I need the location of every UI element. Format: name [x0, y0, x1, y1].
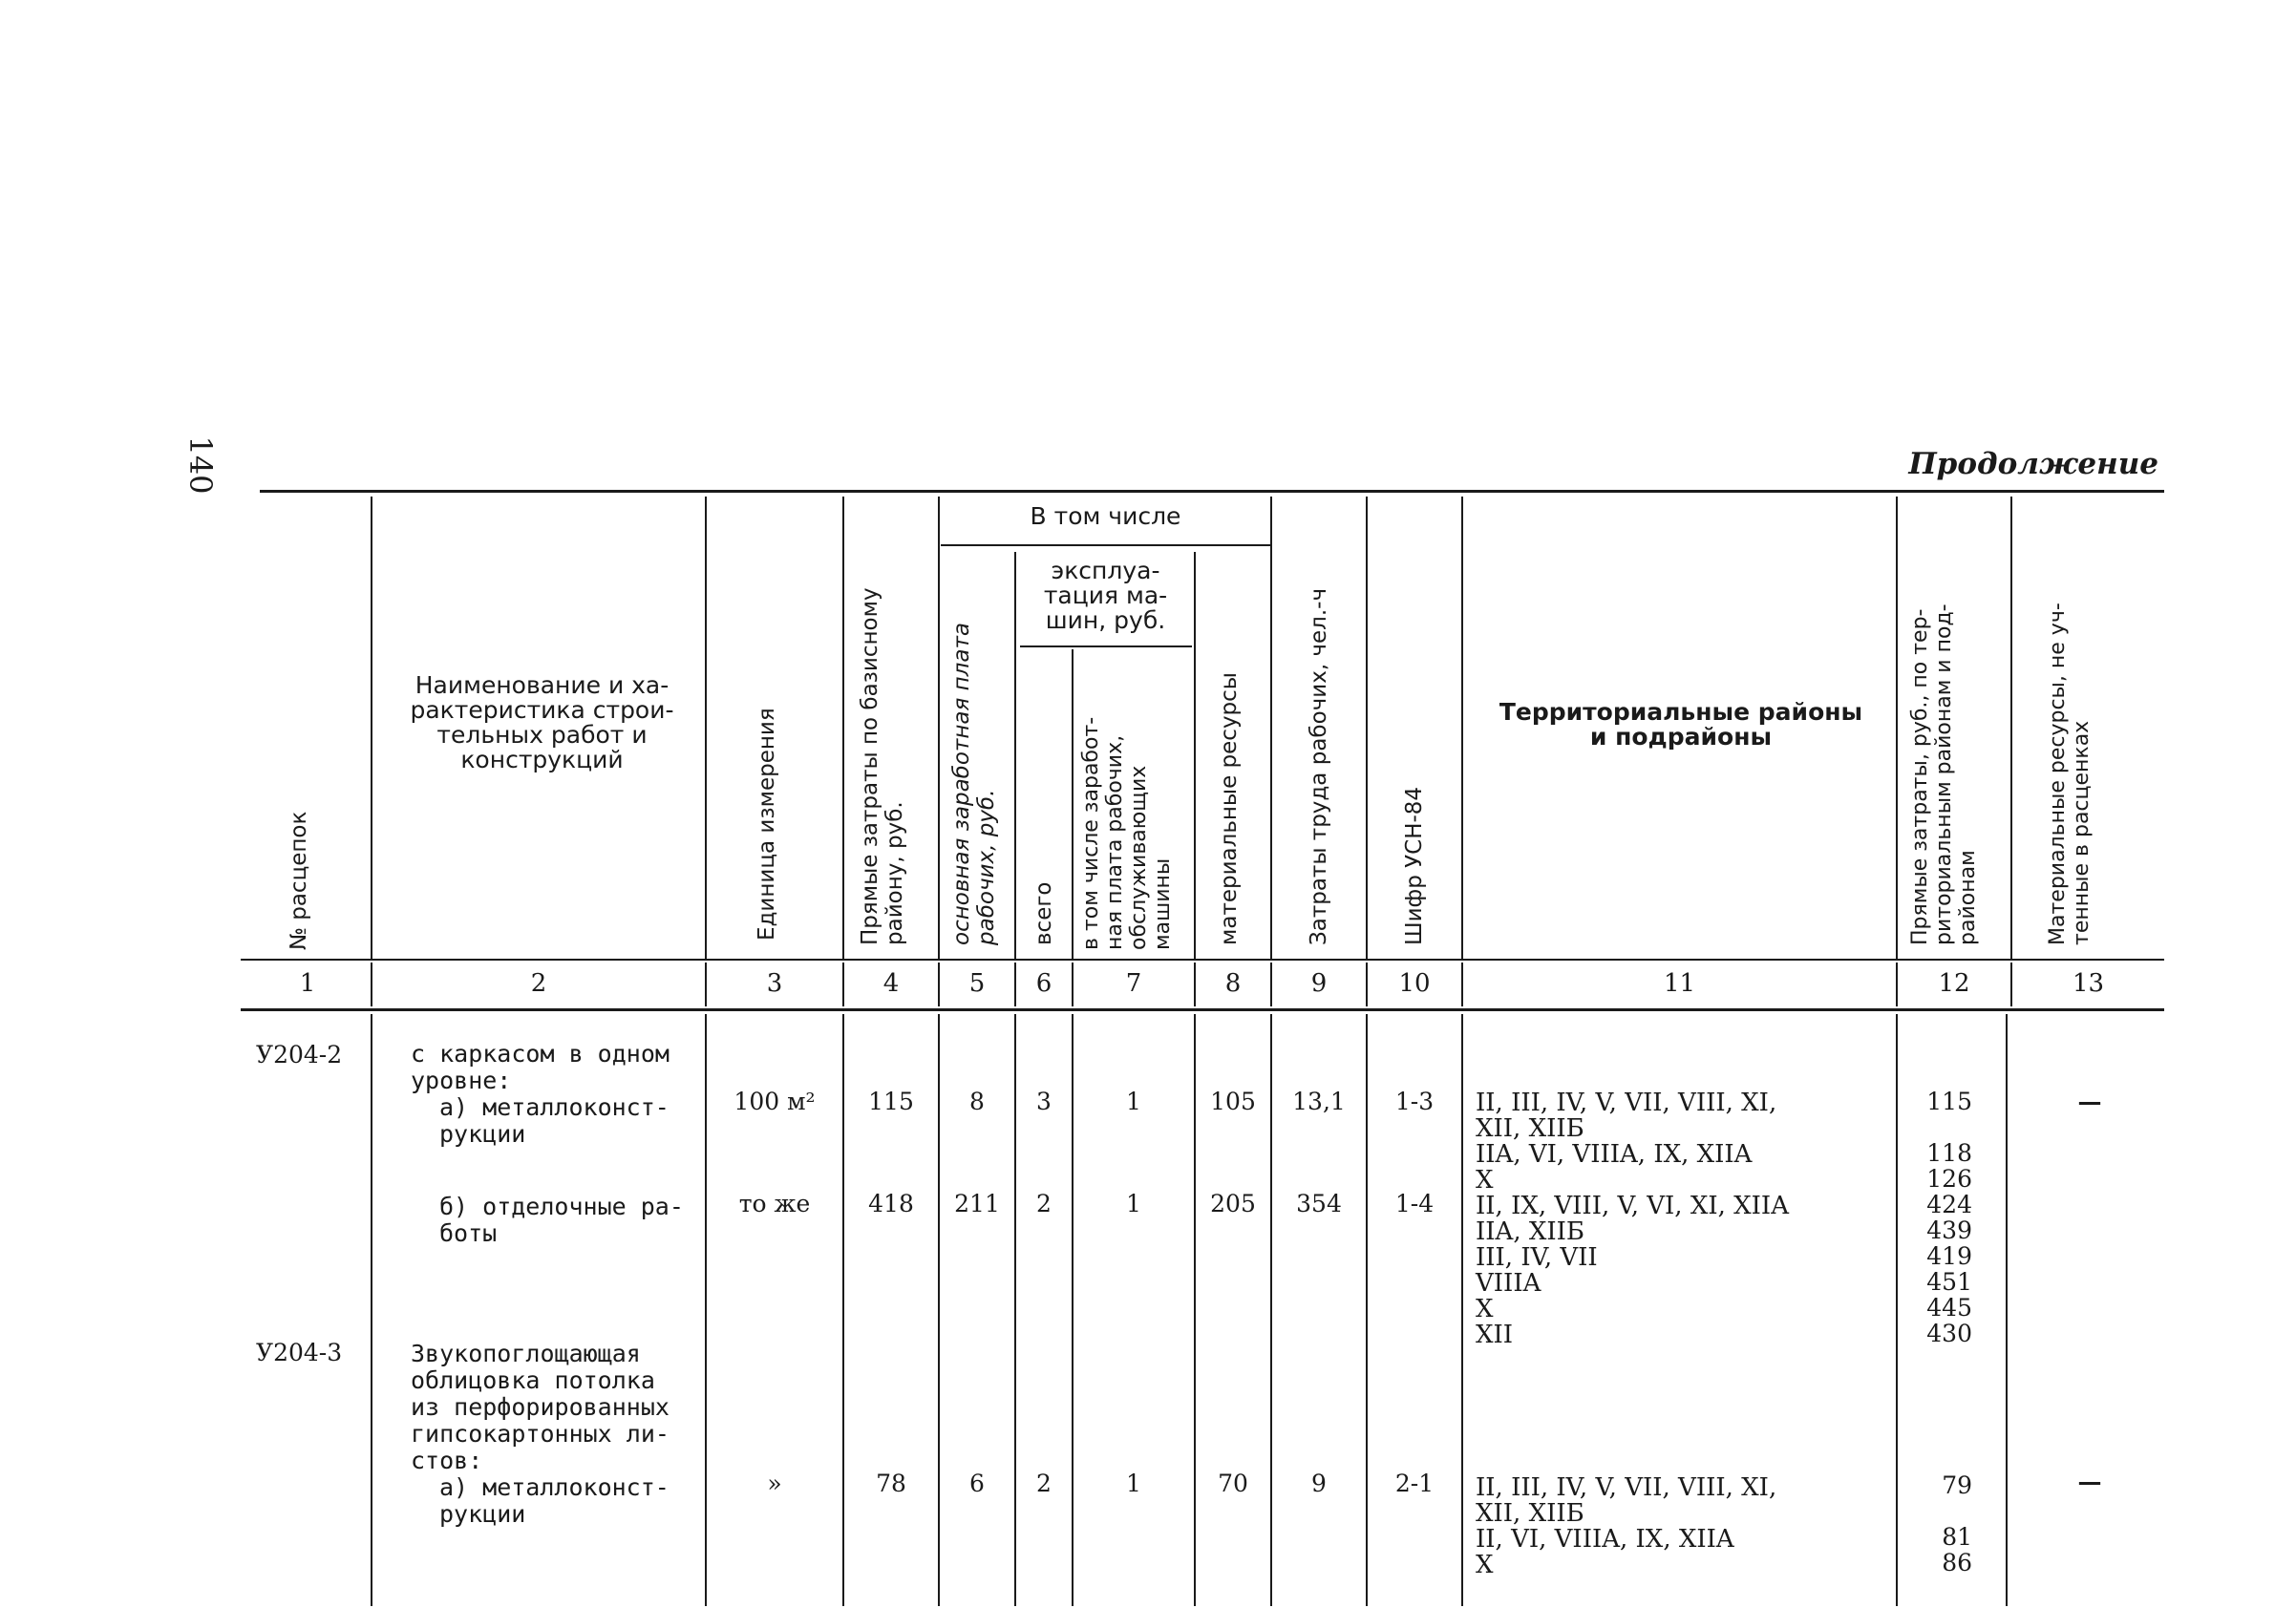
col-divider — [1194, 552, 1196, 959]
group-rule — [941, 544, 1270, 546]
column-number: 3 — [766, 969, 783, 998]
labor-value: 13,1 — [1292, 1088, 1346, 1115]
header-materials-not-included: Материальные ресурсы, не уч- тенные в расценках — [2046, 603, 2094, 945]
header-usn-code: Шифр УСН-84 — [1402, 786, 1427, 945]
region-line: II, III, IV, V, VII, VIII, XI, — [1476, 1089, 1777, 1117]
column-number: 13 — [2072, 969, 2105, 998]
usn-code-value: 1-3 — [1394, 1088, 1435, 1115]
column-number: 12 — [1938, 969, 1970, 998]
column-number: 8 — [1224, 969, 1242, 998]
direct-cost-value: 115 — [868, 1088, 914, 1115]
column-number: 6 — [1035, 969, 1052, 998]
work-description-item: б) отделочные ра- боты — [439, 1193, 684, 1247]
header-machine-wage: в том числе заработ- ная плата рабочих, обслуживающих машины — [1079, 716, 1175, 950]
col-divider — [1072, 649, 1074, 959]
header-base-wage: основная заработная плата рабочих, руб. — [949, 623, 999, 945]
region-line: II, IX, VIII, V, VI, XI, XIIA — [1476, 1192, 1789, 1220]
regional-price: 86 — [1942, 1549, 1972, 1576]
continuation-label: Продолжение — [1908, 447, 2158, 481]
regional-price: 126 — [1926, 1165, 1972, 1193]
regional-price: 419 — [1926, 1242, 1972, 1270]
regional-prices-list — [1905, 1089, 1972, 1192]
regional-price: 118 — [1926, 1139, 1972, 1167]
regional-price: 115 — [1926, 1088, 1972, 1115]
header-work-name: Наименование и ха- рактеристика строи- тельных работ и конструкций — [410, 671, 674, 773]
regional-prices-list — [1905, 1472, 1972, 1576]
territorial-regions-list — [1476, 1090, 1896, 1194]
column-number: 10 — [1398, 969, 1431, 998]
usn-code-value: 2-1 — [1394, 1470, 1435, 1497]
base-wage-value: 6 — [969, 1470, 985, 1497]
column-number: 2 — [530, 969, 547, 998]
col-divider — [705, 497, 707, 959]
regional-price: 424 — [1926, 1191, 1972, 1218]
top-rule — [260, 490, 2164, 493]
usn-code-value: 1-4 — [1394, 1190, 1435, 1217]
regional-price: 430 — [1926, 1320, 1972, 1347]
machine-wage-value: 1 — [1126, 1470, 1141, 1497]
column-number: 7 — [1125, 969, 1142, 998]
territorial-regions-list — [1476, 1194, 1896, 1348]
col-divider — [371, 1014, 372, 1606]
machine-total-value: 2 — [1036, 1190, 1052, 1217]
col-divider — [842, 497, 844, 959]
regional-price: 81 — [1942, 1523, 1972, 1551]
machine-rule — [1020, 645, 1192, 647]
column-number: 11 — [1663, 969, 1696, 998]
col-divider — [1366, 497, 1368, 959]
header-territorial-regions: Территориальные районы и подрайоны — [1499, 698, 1863, 751]
labor-value: 9 — [1311, 1470, 1327, 1497]
unit-value: 100 м² — [733, 1088, 816, 1115]
region-line: XII, XIIБ — [1476, 1499, 1584, 1528]
regional-price: 79 — [1942, 1471, 1972, 1499]
regional-price: 439 — [1926, 1217, 1972, 1244]
col-divider — [2006, 1014, 2008, 1606]
page-number: 140 — [182, 435, 219, 495]
unaccounted-materials-value: — — [2077, 1468, 2102, 1495]
base-wage-value: 8 — [969, 1088, 985, 1115]
col-divider — [1270, 497, 1272, 959]
header-rate-number: № расцепок — [287, 811, 311, 950]
rate-code: У204-3 — [256, 1339, 343, 1366]
col-divider — [371, 497, 372, 959]
col-divider — [1896, 1014, 1898, 1606]
col-divider — [938, 497, 940, 959]
work-description-item: а) металлоконст- рукции — [439, 1473, 670, 1528]
regional-price: 445 — [1926, 1294, 1972, 1322]
header-unit: Единица измерения — [755, 708, 779, 941]
materials-value: 105 — [1210, 1088, 1256, 1115]
column-number: 9 — [1310, 969, 1328, 998]
labor-value: 354 — [1296, 1190, 1342, 1217]
machine-wage-value: 1 — [1126, 1190, 1141, 1217]
region-line: XII, XIIБ — [1476, 1114, 1584, 1143]
unit-value: » — [767, 1470, 782, 1497]
header-direct-costs-base: Прямые затраты по базисному району, руб. — [858, 587, 907, 945]
work-description: с каркасом в одном уровне: — [411, 1040, 670, 1094]
region-line: IIA, XIIБ — [1476, 1217, 1585, 1246]
column-number: 1 — [299, 969, 316, 998]
regional-price: 451 — [1926, 1268, 1972, 1296]
machine-wage-value: 1 — [1126, 1088, 1141, 1115]
rate-code: У204-2 — [256, 1041, 343, 1068]
materials-value: 205 — [1210, 1190, 1256, 1217]
unaccounted-materials-value: — — [2077, 1088, 2102, 1115]
header-material-resources: материальные ресурсы — [1217, 672, 1242, 945]
region-line: X — [1476, 1166, 1494, 1195]
header-bottom-rule — [241, 959, 2164, 961]
region-line: II, VI, VIIIA, IX, XIIA — [1476, 1525, 1734, 1554]
col-divider — [2010, 497, 2012, 959]
machine-total-value: 2 — [1036, 1470, 1052, 1497]
work-description-item: а) металлоконст- рукции — [439, 1093, 670, 1148]
region-line: X — [1476, 1551, 1494, 1579]
col-divider — [1014, 552, 1016, 959]
header-labor-costs: Затраты труда рабочих, чел.-ч — [1307, 587, 1331, 945]
territorial-regions-list — [1476, 1475, 1896, 1578]
column-number: 5 — [968, 969, 986, 998]
machine-total-value: 3 — [1036, 1088, 1052, 1115]
region-line: II, III, IV, V, VII, VIII, XI, — [1476, 1473, 1777, 1502]
column-number: 4 — [882, 969, 900, 998]
col-divider — [1461, 1014, 1463, 1606]
header-machine-total: всего — [1031, 881, 1056, 945]
regional-prices-list — [1905, 1192, 1972, 1346]
base-wage-value: 211 — [954, 1190, 1000, 1217]
header-direct-costs-regions: Прямые затраты, руб., по тер- риториальным районам и под- районам — [1908, 603, 1980, 945]
header-including: В том числе — [1030, 502, 1181, 530]
regional-price — [1905, 1498, 1972, 1524]
regional-price — [1905, 1114, 1972, 1140]
unit-value: то же — [738, 1190, 811, 1217]
region-line: III, IV, VII — [1476, 1243, 1598, 1272]
direct-cost-value: 78 — [876, 1470, 906, 1497]
header-machine-operation: эксплуа- тация ма- шин, руб. — [1043, 557, 1168, 634]
region-line: X — [1476, 1295, 1494, 1323]
work-description: Звукопоглощающая облицовка потолка из перфорированных гипсокартонных ли- стов: — [411, 1340, 670, 1474]
region-line: XII — [1476, 1321, 1514, 1349]
materials-value: 70 — [1218, 1470, 1248, 1497]
direct-cost-value: 418 — [868, 1190, 914, 1217]
region-line: VIIIA — [1476, 1269, 1541, 1298]
col-divider — [1461, 497, 1463, 959]
region-line: IIA, VI, VIIIA, IX, XIIA — [1476, 1140, 1753, 1169]
col-divider — [1896, 497, 1898, 959]
numbers-bottom-rule — [241, 1008, 2164, 1011]
